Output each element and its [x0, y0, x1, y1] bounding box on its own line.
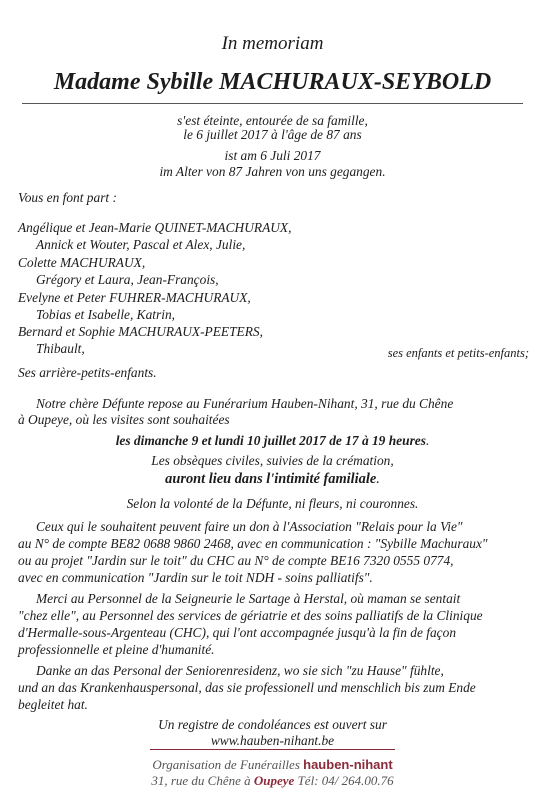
donation-line: avec en communication "Jardin sur le toit NDH - soins palliatifs".	[18, 570, 373, 585]
family-line: Thibault,	[36, 341, 85, 356]
announcement-fr-2: le 6 juillet 2017 à l'âge de 87 ans	[183, 127, 362, 142]
announcement-fr-1: s'est éteinte, entourée de sa famille,	[177, 113, 368, 128]
family-relation: ses enfants et petits-enfants;	[387, 346, 529, 360]
visits-line-1: Notre chère Défunte repose au Funérarium Hauben-Nihant, 31, rue du Chêne	[36, 396, 454, 411]
family-line: Colette MACHURAUX,	[18, 255, 146, 270]
donation-line: au N° de compte BE82 0688 9860 2468, avec en communication : "Sybille Machuraux"	[18, 536, 488, 551]
footer-city: Oupeye	[253, 773, 295, 788]
funeral-line-1: Les obsèques civiles, suivies de la crémation,	[151, 453, 394, 468]
visits-line-2: à Oupeye, où les visites sont souhaitées	[18, 412, 230, 427]
family-line: Evelyne et Peter FUHRER-MACHURAUX,	[18, 290, 251, 305]
family-line: Tobias et Isabelle, Katrin,	[36, 307, 175, 322]
visits-times-end: .	[425, 433, 430, 448]
thanks-de-line: und an das Krankenhauspersonal, das sie professionell und menschlich bis zum Ende	[18, 680, 476, 695]
family-line: Grégory et Laura, Jean-François,	[36, 272, 219, 287]
header-divider	[22, 103, 523, 104]
footer-divider	[150, 749, 395, 750]
footer-org-prefix: Organisation de Funérailles	[152, 757, 300, 772]
footer-address-prefix: 31, rue du Chêne à	[151, 773, 251, 788]
thanks-de-line: Danke an das Personal der Seniorenresidenz, wo sie sich "zu Hause" fühlte,	[36, 663, 444, 678]
thanks-fr-line: "chez elle", au Personnel des services de gériatrie et des soins palliatifs de la Clinique	[18, 608, 483, 623]
footer-phone: Tél: 04/ 264.00.76	[297, 773, 394, 788]
funeral-line-2	[0, 471, 545, 488]
visits-times-text: les dimanche 9 et lundi 10 juillet 2017 de 17 à 19 heures	[115, 433, 426, 448]
thanks-fr-line: d'Hermalle-sous-Argenteau (CHC), qui l'ont accompagnée jusqu'à la fin de façon	[18, 625, 457, 640]
thanks-de-line: begleitet hat.	[18, 697, 88, 712]
thanks-fr-line: professionnelle et pleine d'humanité.	[18, 642, 215, 657]
heading-in-memoriam: In memoriam	[221, 33, 324, 54]
great-grandchildren: Ses arrière-petits-enfants.	[18, 365, 157, 380]
donation-line: Ceux qui le souhaitent peuvent faire un don à l'Association "Relais pour la Vie"	[36, 519, 463, 534]
family-line: Bernard et Sophie MACHURAUX-PEETERS,	[18, 324, 263, 339]
announcement-de-2: im Alter von 87 Jahren von uns gegangen.	[159, 164, 386, 179]
family-line: Annick et Wouter, Pascal et Alex, Julie,	[36, 237, 246, 252]
family-line: Angélique et Jean-Marie QUINET-MACHURAUX,	[18, 220, 292, 235]
funeral-line-2-end: .	[376, 471, 380, 487]
funeral-line-2-text: auront lieu dans l'intimité familiale	[165, 471, 377, 487]
funeral-line-3: Selon la volonté de la Défunte, ni fleurs, ni couronnes.	[126, 496, 419, 511]
footer-org	[0, 756, 545, 773]
registry-url[interactable]: www.hauben-nihant.be	[210, 733, 335, 748]
thanks-fr-line: Merci au Personnel de la Seigneurie le Sartage à Herstal, où maman se sentait	[36, 591, 461, 606]
visits-times	[0, 432, 545, 449]
footer-address	[0, 772, 545, 789]
registry-line: Un registre de condoléances est ouvert sur	[158, 717, 387, 732]
brand-logo: hauben-nihant	[303, 757, 393, 772]
family-intro: Vous en font part :	[18, 190, 117, 205]
donation-line: ou au projet "Jardin sur le toit" du CHC au N° de compte BE16 7320 0555 0774,	[18, 553, 454, 568]
deceased-name: Madame Sybille MACHURAUX-SEYBOLD	[53, 69, 492, 95]
announcement-de-1: ist am 6 Juli 2017	[224, 148, 321, 163]
